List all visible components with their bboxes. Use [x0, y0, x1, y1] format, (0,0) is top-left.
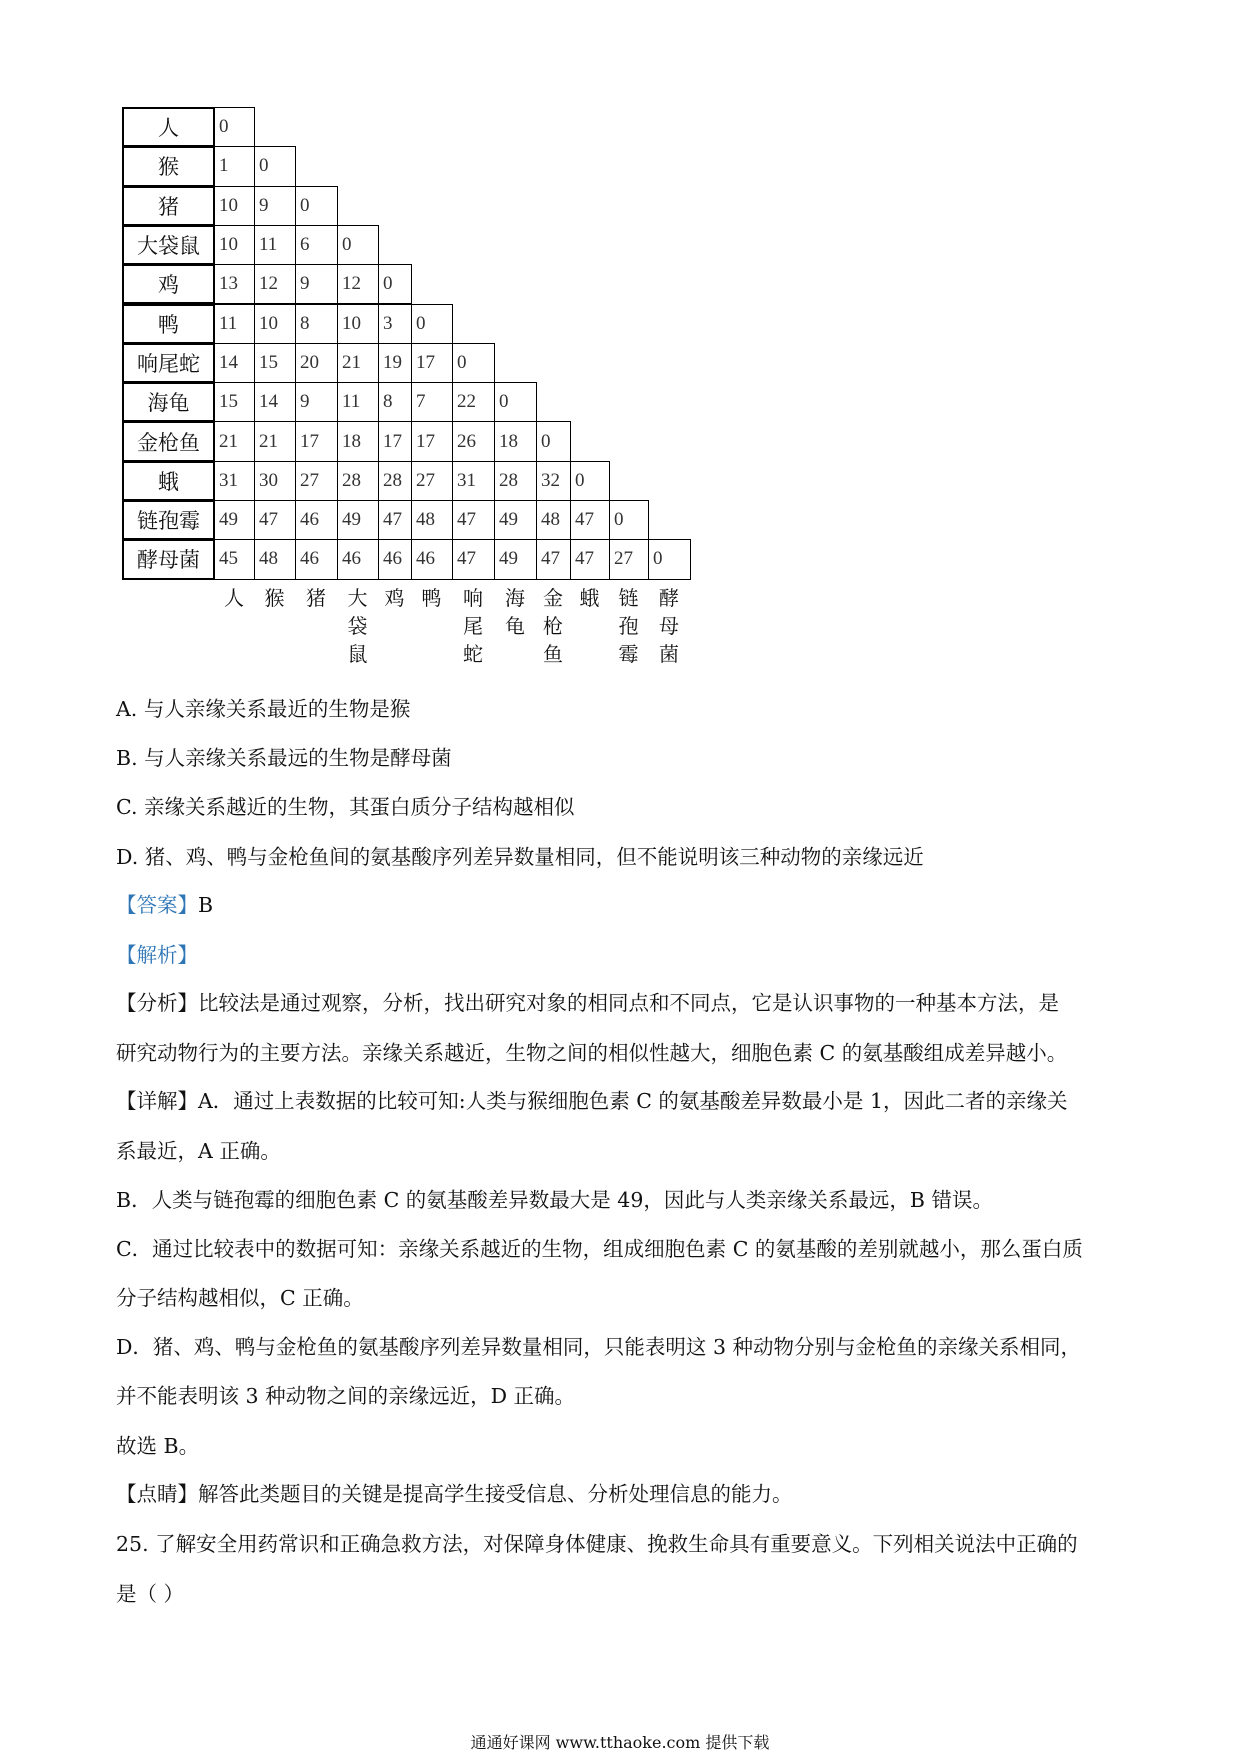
column-label: 猴 [264, 586, 285, 610]
column-label: 人 [224, 586, 244, 610]
answer-value: B [198, 893, 214, 917]
table-cell: 9 [295, 382, 338, 422]
option-a: A. 与人亲缘关系最近的生物是猴 [116, 697, 411, 721]
table-cell: 6 [295, 225, 338, 265]
table-cell: 31 [452, 461, 495, 501]
table-cell: 21 [337, 343, 379, 383]
row-label: 链孢霉 [122, 500, 215, 540]
table-cell: 10 [254, 304, 296, 344]
table-cell: 0 [648, 539, 691, 579]
table-cell: 30 [254, 461, 296, 501]
xiangjie-line-c2: 分子结构越相似，C 正确。 [116, 1286, 364, 1310]
xiangjie-a1-text: A．通过上表数据的比较可知:人类与猴细胞色素 C 的氨基酸差异数最小是 1，因此二者的亲缘关 [198, 1089, 1068, 1113]
answer-label: 【答案】 [116, 893, 198, 917]
row-label: 鸡 [122, 264, 215, 304]
row-label: 猪 [122, 186, 215, 226]
table-cell: 49 [494, 539, 537, 579]
table-cell: 10 [214, 186, 255, 226]
table-cell: 47 [570, 500, 610, 540]
table-cell: 46 [295, 539, 338, 579]
dianjing-text: 解答此类题目的关键是提高学生接受信息、分析处理信息的能力。 [198, 1482, 793, 1506]
table-cell: 0 [452, 343, 495, 383]
table-cell: 12 [254, 264, 296, 304]
column-label: 金 枪 鱼 [543, 586, 563, 666]
table-cell: 3 [378, 304, 412, 344]
table-cell: 46 [337, 539, 379, 579]
table-cell: 31 [214, 461, 255, 501]
option-c: C. 亲缘关系越近的生物，其蛋白质分子结构越相似 [116, 795, 575, 819]
table-cell: 48 [254, 539, 296, 579]
fenxi-text-1: 比较法是通过观察，分析，找出研究对象的相同点和不同点，它是认识事物的一种基本方法，是 [198, 991, 1059, 1015]
row-label: 蛾 [122, 461, 215, 501]
column-label: 猪 [306, 586, 326, 610]
table-cell: 17 [295, 421, 338, 461]
table-cell: 15 [214, 382, 255, 422]
table-cell: 18 [337, 421, 379, 461]
question-25-line-2: 是（ ） [116, 1582, 185, 1606]
table-cell: 32 [536, 461, 571, 501]
fenxi-line-2: 研究动物行为的主要方法。亲缘关系越近，生物之间的相似性越大，细胞色素 C 的氨基酸组成差异越小。 [116, 1041, 1068, 1065]
table-cell: 8 [378, 382, 412, 422]
column-label: 鸭 [421, 586, 442, 610]
table-cell: 48 [411, 500, 453, 540]
table-cell: 9 [254, 186, 296, 226]
table-cell: 19 [378, 343, 412, 383]
question-25-line-1: 25. 了解安全用药常识和正确急救方法，对保障身体健康、挽救生命具有重要意义。下列相关说法中正确的 [116, 1532, 1078, 1556]
xiangjie-label: 【详解】 [116, 1089, 198, 1113]
xiangjie-line-a2: 系最近，A 正确。 [116, 1139, 281, 1163]
table-cell: 21 [254, 421, 296, 461]
table-cell: 47 [452, 500, 495, 540]
table-cell: 17 [411, 343, 453, 383]
table-cell: 18 [494, 421, 537, 461]
table-cell: 0 [254, 146, 296, 186]
table-cell: 9 [295, 264, 338, 304]
option-b: B. 与人亲缘关系最远的生物是酵母菌 [116, 746, 452, 770]
table-cell: 0 [337, 225, 379, 265]
xiangjie-line-b1: B．人类与链孢霉的细胞色素 C 的氨基酸差异数最大是 49，因此与人类亲缘关系最远，B 错误。 [116, 1188, 993, 1212]
xiangjie-line-d1: D．猪、鸡、鸭与金枪鱼的氨基酸序列差异数量相同，只能表明这 3 种动物分别与金枪鱼的亲缘关系相同， [116, 1335, 1082, 1359]
table-cell: 0 [295, 186, 338, 226]
xiangjie-line-d2: 并不能表明该 3 种动物之间的亲缘远近，D 正确。 [116, 1384, 576, 1408]
table-cell: 27 [411, 461, 453, 501]
table-cell: 46 [295, 500, 338, 540]
table-cell: 7 [411, 382, 453, 422]
table-cell: 27 [295, 461, 338, 501]
table-cell: 21 [214, 421, 255, 461]
column-label: 海 龟 [505, 586, 525, 638]
table-cell: 17 [378, 421, 412, 461]
table-cell: 22 [452, 382, 495, 422]
table-cell: 28 [494, 461, 537, 501]
xiangjie-choose: 故选 B。 [116, 1434, 200, 1458]
fenxi-label: 【分析】 [116, 991, 198, 1015]
table-cell: 0 [494, 382, 537, 422]
table-cell: 10 [337, 304, 379, 344]
table-cell: 10 [214, 225, 255, 265]
table-cell: 47 [536, 539, 571, 579]
table-cell: 15 [254, 343, 296, 383]
column-label: 蛾 [579, 586, 600, 610]
table-cell: 0 [378, 264, 412, 304]
table-cell: 0 [411, 304, 453, 344]
table-cell: 28 [337, 461, 379, 501]
column-label: 酵 母 菌 [659, 586, 679, 666]
analysis-label: 【解析】 [116, 943, 198, 967]
answer-line [116, 891, 1136, 919]
table-cell: 45 [214, 539, 255, 579]
column-label: 链 孢 霉 [618, 586, 639, 666]
row-label: 大袋鼠 [122, 225, 215, 265]
row-label: 鸭 [122, 304, 215, 344]
table-cell: 46 [378, 539, 412, 579]
table-cell: 47 [254, 500, 296, 540]
dianjing-line [116, 1480, 1136, 1508]
table-cell: 28 [378, 461, 412, 501]
column-label: 响 尾 蛇 [463, 586, 483, 666]
table-cell: 17 [411, 421, 453, 461]
table-cell: 49 [337, 500, 379, 540]
row-label: 人 [122, 107, 215, 147]
table-cell: 0 [536, 421, 571, 461]
table-cell: 11 [214, 304, 255, 344]
table-cell: 47 [570, 539, 610, 579]
table-cell: 26 [452, 421, 495, 461]
table-cell: 27 [609, 539, 649, 579]
table-cell: 12 [337, 264, 379, 304]
fenxi-line-1 [116, 989, 1136, 1017]
column-label: 鸡 [384, 586, 405, 610]
table-cell: 0 [570, 461, 610, 501]
table-cell: 48 [536, 500, 571, 540]
table-cell: 47 [452, 539, 495, 579]
table-cell: 11 [337, 382, 379, 422]
xiangjie-line-a1 [116, 1087, 1136, 1115]
table-cell: 11 [254, 225, 296, 265]
row-label: 酵母菌 [122, 539, 215, 579]
table-cell: 8 [295, 304, 338, 344]
option-d: D. 猪、鸡、鸭与金枪鱼间的氨基酸序列差异数量相同，但不能说明该三种动物的亲缘远近 [116, 845, 924, 869]
footer-watermark: 通通好课网 www.tthaoke.com 提供下载 [470, 1733, 770, 1752]
table-cell: 20 [295, 343, 338, 383]
table-cell: 0 [214, 107, 255, 147]
row-label: 海龟 [122, 382, 215, 422]
row-label: 金枪鱼 [122, 421, 215, 461]
table-cell: 1 [214, 146, 255, 186]
row-label: 猴 [122, 146, 215, 186]
table-cell: 13 [214, 264, 255, 304]
table-cell: 49 [494, 500, 537, 540]
table-cell: 14 [214, 343, 255, 383]
table-cell: 14 [254, 382, 296, 422]
xiangjie-line-c1: C．通过比较表中的数据可知：亲缘关系越近的生物，组成细胞色素 C 的氨基酸的差别就越小，那么蛋白质 [116, 1237, 1083, 1261]
table-cell: 49 [214, 500, 255, 540]
table-cell: 47 [378, 500, 412, 540]
table-cell: 0 [609, 500, 649, 540]
row-label: 响尾蛇 [122, 343, 215, 383]
table-cell: 46 [411, 539, 453, 579]
column-label: 大 袋 鼠 [347, 586, 368, 666]
dianjing-label: 【点睛】 [116, 1482, 198, 1506]
